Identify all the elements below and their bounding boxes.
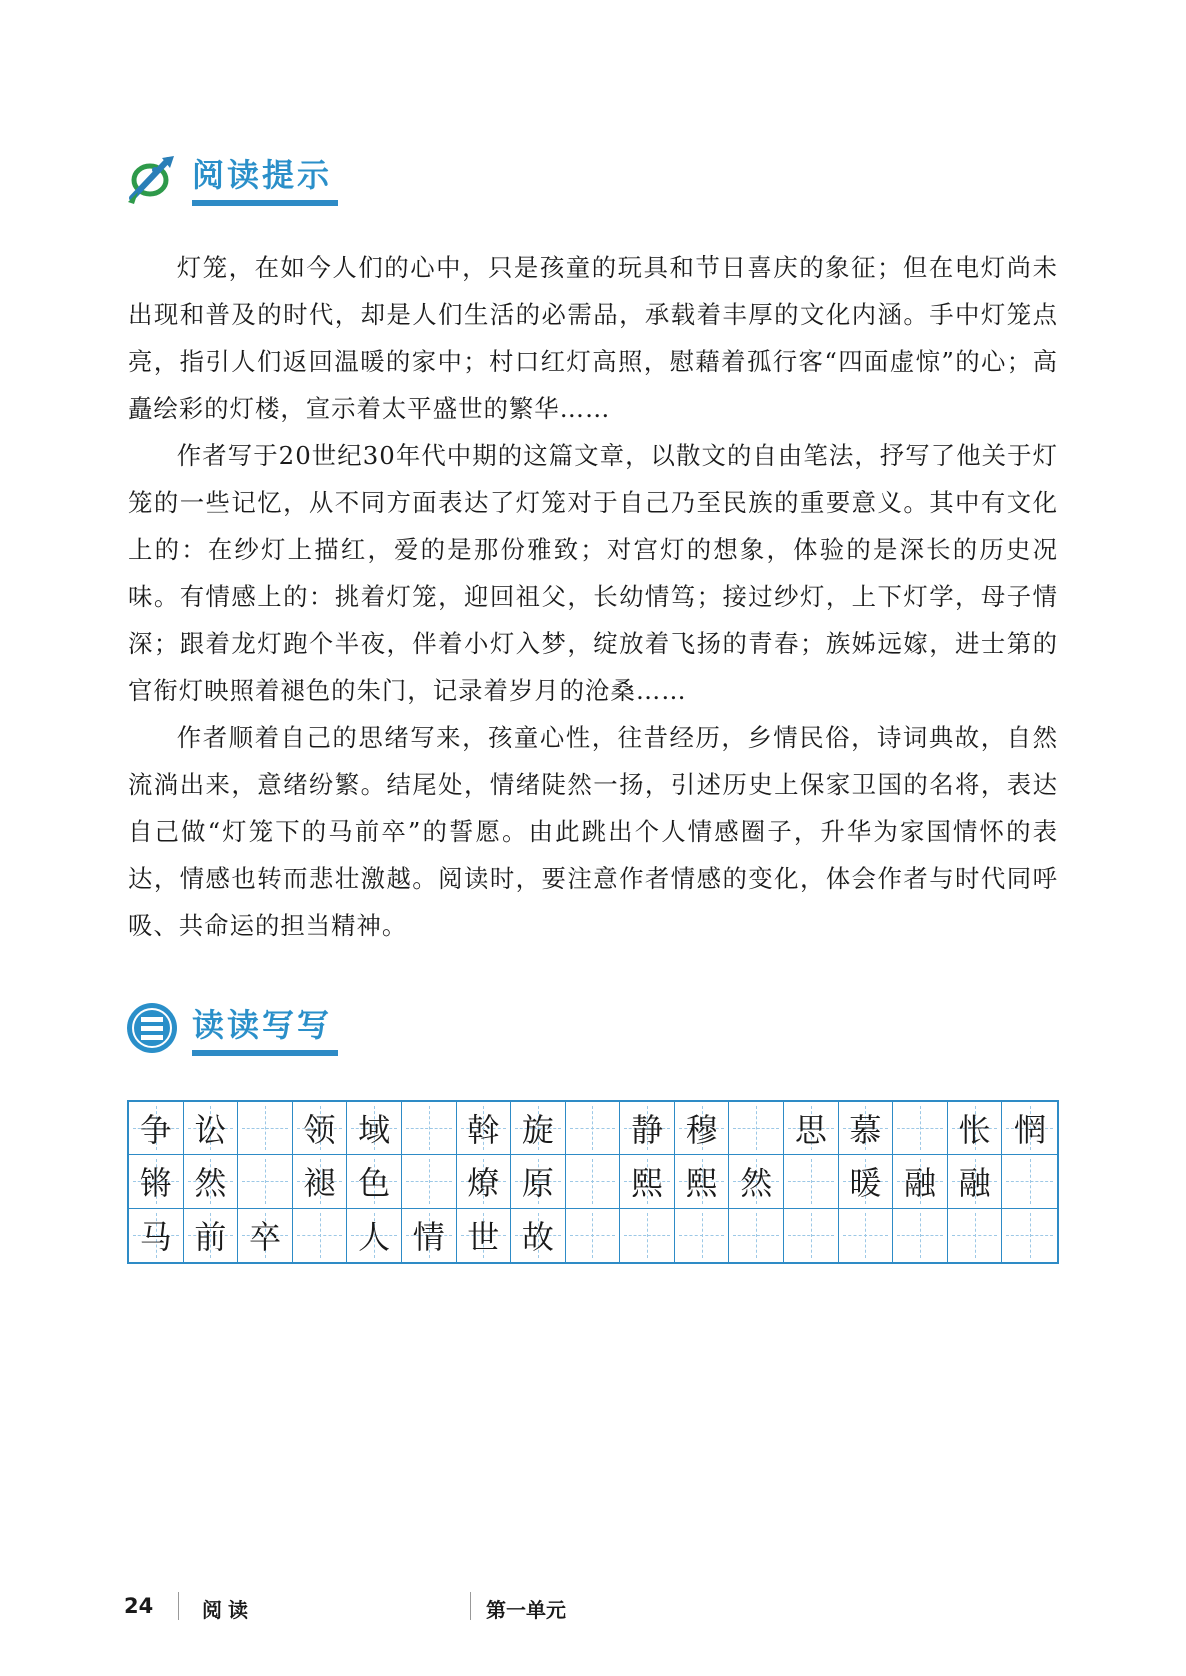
grid-char: 斡 (467, 1111, 500, 1150)
grid-cell (238, 1102, 293, 1155)
grid-char: 褪 (303, 1164, 336, 1203)
grid-cell (948, 1102, 1003, 1155)
grid-cell (129, 1209, 184, 1262)
paragraph: 作者顺着自己的思绪写来，孩童心性，往昔经历，乡情民俗，诗词典故，自然流淌出来，意绪纷繁。结尾处，情绪陡然一扬，引述历史上保家卫国的名将，表达自己做“灯笼下的马前卒”的誓愿。由此跳出个人情感圈子，升华为家国情怀的表达，情感也转而悲壮激越。阅读时，要注意作者情感的变化，体会作者与时代同呼吸、共命运的担当精神。 (128, 723, 1058, 940)
page-number: 24 (124, 1594, 154, 1618)
grid-cell (784, 1155, 839, 1208)
section-label: 阅读 (202, 1598, 254, 1622)
paragraph: 灯笼，在如今人们的心中，只是孩童的玩具和节日喜庆的象征；但在电灯尚未出现和普及的时代，却是人们生活的必需品，承载着丰厚的文化内涵。手中灯笼点亮，指引人们返回温暖的家中；村口红灯高照，慰藉着孤行客“四面虚惊”的心；高矗绘彩的灯楼，宣示着太平盛世的繁华…… (128, 253, 1058, 423)
grid-cell (511, 1155, 566, 1208)
grid-char: 故 (521, 1218, 554, 1257)
grid-char: 然 (740, 1164, 773, 1203)
list-icon (124, 1000, 180, 1056)
grid-cell (675, 1155, 730, 1208)
grid-char: 人 (358, 1218, 391, 1257)
reading-tip-title: 阅读提示 (192, 150, 332, 206)
grid-cell (566, 1102, 621, 1155)
grid-char: 原 (521, 1164, 554, 1203)
grid-char: 燎 (467, 1164, 500, 1203)
grid-cell (347, 1102, 402, 1155)
grid-cell (238, 1209, 293, 1262)
grid-char: 领 (303, 1111, 336, 1150)
grid-char: 穆 (685, 1111, 718, 1150)
grid-cell (839, 1102, 894, 1155)
grid-char: 慕 (849, 1111, 882, 1150)
page-footer (124, 1592, 1024, 1626)
grid-cell (402, 1155, 457, 1208)
grid-cell (457, 1102, 512, 1155)
grid-cell (1002, 1155, 1057, 1208)
grid-cell (729, 1155, 784, 1208)
grid-char: 情 (412, 1218, 445, 1257)
grid-char: 卒 (248, 1218, 281, 1257)
grid-cell (129, 1155, 184, 1208)
grid-cell (729, 1209, 784, 1262)
grid-char: 惘 (1013, 1111, 1046, 1150)
grid-cell (675, 1102, 730, 1155)
grid-cell (402, 1209, 457, 1262)
grid-cell (293, 1102, 348, 1155)
grid-char: 融 (904, 1164, 937, 1203)
grid-cell (1002, 1102, 1057, 1155)
grid-cell (184, 1102, 239, 1155)
grid-cell (511, 1209, 566, 1262)
grid-char: 融 (958, 1164, 991, 1203)
vocabulary-grid (127, 1100, 1059, 1264)
grid-cell (238, 1155, 293, 1208)
grid-cell (948, 1209, 1003, 1262)
reading-tip-text (128, 244, 1058, 949)
grid-char: 暖 (849, 1164, 882, 1203)
grid-char: 前 (194, 1218, 227, 1257)
grid-cell (1002, 1209, 1057, 1262)
grid-cell (948, 1155, 1003, 1208)
grid-char: 域 (358, 1111, 391, 1150)
grid-char: 旋 (521, 1111, 554, 1150)
grid-char: 思 (794, 1111, 827, 1150)
grid-cell (620, 1209, 675, 1262)
unit-label: 第一单元 (486, 1598, 566, 1622)
grid-cell (566, 1209, 621, 1262)
grid-cell (293, 1155, 348, 1208)
grid-char: 锵 (139, 1164, 172, 1203)
grid-cell (293, 1209, 348, 1262)
grid-cell (457, 1155, 512, 1208)
grid-cell (184, 1155, 239, 1208)
grid-cell (347, 1155, 402, 1208)
grid-cell (566, 1155, 621, 1208)
grid-char: 熙 (631, 1164, 664, 1203)
grid-cell (893, 1102, 948, 1155)
grid-char: 然 (194, 1164, 227, 1203)
grid-char: 怅 (958, 1111, 991, 1150)
footer-divider (178, 1592, 179, 1620)
reading-tip-heading (124, 150, 332, 206)
grid-cell (784, 1102, 839, 1155)
grid-char: 讼 (194, 1111, 227, 1150)
grid-cell (893, 1155, 948, 1208)
grid-cell (511, 1102, 566, 1155)
reading-tip-icon (124, 150, 180, 206)
grid-cell (893, 1209, 948, 1262)
read-write-heading (124, 1000, 332, 1056)
grid-cell (784, 1209, 839, 1262)
grid-cell (457, 1209, 512, 1262)
grid-cell (675, 1209, 730, 1262)
grid-char: 世 (467, 1218, 500, 1257)
footer-divider (470, 1592, 471, 1620)
grid-char: 熙 (685, 1164, 718, 1203)
paragraph: 作者写于20世纪30年代中期的这篇文章，以散文的自由笔法，抒写了他关于灯笼的一些记忆，从不同方面表达了灯笼对于自己乃至民族的重要意义。其中有文化上的：在纱灯上描红，爱的是那份雅致；对宫灯的想象，体验的是深长的历史况味。有情感上的：挑着灯笼，迎回祖父，长幼情笃；接过纱灯，上下灯学，母子情深；跟着龙灯跑个半夜，伴着小灯入梦，绽放着飞扬的青春；族姊远嫁，进士第的官衔灯映照着褪色的朱门，记录着岁月的沧桑…… (128, 441, 1058, 705)
grid-cell (347, 1209, 402, 1262)
grid-cell (729, 1102, 784, 1155)
read-write-title: 读读写写 (192, 1000, 332, 1056)
grid-cell (620, 1102, 675, 1155)
grid-char: 静 (631, 1111, 664, 1150)
grid-char: 马 (139, 1218, 172, 1257)
grid-cell (402, 1102, 457, 1155)
grid-char: 色 (358, 1164, 391, 1203)
grid-char: 争 (139, 1111, 172, 1150)
grid-cell (620, 1155, 675, 1208)
grid-cell (839, 1155, 894, 1208)
grid-cell (129, 1102, 184, 1155)
grid-cell (184, 1209, 239, 1262)
grid-cell (839, 1209, 894, 1262)
